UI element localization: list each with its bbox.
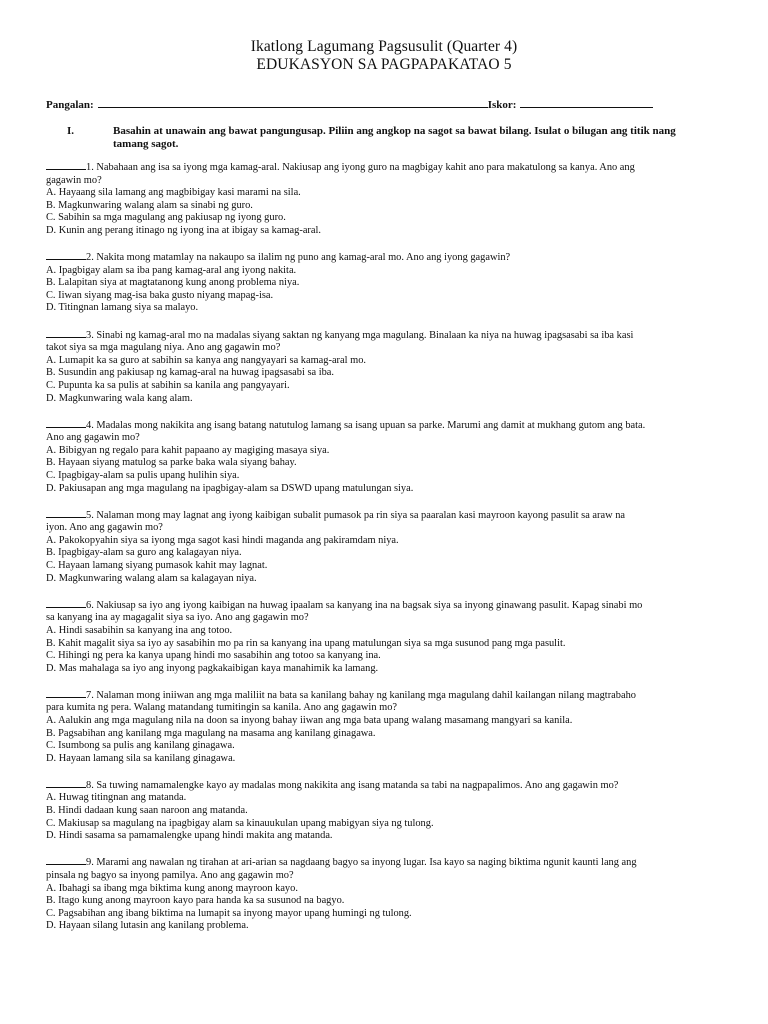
question-6 bbox=[46, 598, 722, 676]
option-a[interactable]: A. Aalukin ang mga magulang nila na doon sa inyong bahay iiwan ang mga bata upang walang masamang mangyari sa kanila. bbox=[46, 714, 573, 726]
answer-blank[interactable] bbox=[46, 160, 86, 170]
question-2 bbox=[46, 250, 722, 315]
option-a[interactable]: A. Ipagbigay alam sa iba pang kamag-aral ang iyong nakita. bbox=[46, 264, 297, 276]
option-a[interactable]: A. Hayaang sila lamang ang magbibigay kasi marami na sila. bbox=[46, 187, 301, 199]
option-d[interactable]: D. Magkunwaring wala kang alam. bbox=[46, 392, 193, 404]
question-3 bbox=[46, 328, 722, 406]
option-c[interactable]: C. Pagsabihan ang ibang biktima na lumapit sa inyong mayor upang humingi ng tulong. bbox=[46, 907, 412, 919]
exam-title bbox=[46, 38, 722, 74]
question-stem: 7. Nalaman mong iniiwan ang mga maliliit na bata sa kanilang bahay ng kanilang mga magulang dahil kailangan nilang magtrabaho para kumita ng pera. Walang matandang tumitingin sa kanila. Ano ang gagawin mo? bbox=[46, 689, 636, 714]
option-b[interactable]: B. Kahit magalit siya sa iyo ay sasabihin mo pa rin sa kanyang ina upang matulungan siya sa mga susunod pang mga pasulit. bbox=[46, 637, 566, 649]
question-stem: 8. Sa tuwing namamalengke kayo ay madalas mong nakikita ang isang matanda sa tabi na nagpapalimos. Ano ang gagawin mo? bbox=[86, 779, 619, 791]
answer-blank[interactable] bbox=[46, 688, 86, 698]
answer-blank[interactable] bbox=[46, 778, 86, 788]
question-stem: 9. Marami ang nawalan ng tirahan at ari-arian sa nagdaang bagyo sa inyong lugar. Isa kayo sa naging biktima ngunit kaunti lang ang pinsala ng bagyo sa inyong pamilya. Ano ang gagawin mo? bbox=[46, 857, 637, 881]
name-label: Pangalan: bbox=[46, 99, 94, 111]
question-stem: 1. Nabahaan ang isa sa iyong mga kamag-aral. Nakiusap ang iyong guro na magbigay kahit ano para makatulong sa kanya. Ano ang gagawin mo? bbox=[46, 162, 635, 186]
option-b[interactable]: B. Magkunwaring walang alam sa sinabi ng guro. bbox=[46, 199, 253, 211]
question-1 bbox=[46, 160, 722, 238]
question-list bbox=[46, 160, 722, 933]
question-stem: 6. Nakiusap sa iyo ang iyong kaibigan na huwag ipaalam sa kanyang ina na bagsak siya sa inyong ginawang pasulit. Kapag sinabi mo sa kanyang ina ay magagalit siya sa iyo. Ano ang gagawin mo? bbox=[46, 599, 643, 624]
answer-blank[interactable] bbox=[46, 508, 86, 518]
option-a[interactable]: A. Hindi sasabihin sa kanyang ina ang totoo. bbox=[46, 624, 233, 636]
option-c[interactable]: C. Ipagbigay-alam sa pulis upang hulihin siya. bbox=[46, 469, 240, 481]
option-d[interactable]: D. Mas mahalaga sa iyo ang inyong pagkakaibigan kaya manahimik ka lamang. bbox=[46, 662, 379, 674]
option-d[interactable]: D. Kunin ang perang itinago ng iyong ina at ibigay sa kamag-aral. bbox=[46, 224, 321, 236]
option-b[interactable]: B. Itago kung anong mayroon kayo para handa ka sa susunod na bagyo. bbox=[46, 895, 345, 907]
option-b[interactable]: B. Ipagbigay-alam sa guro ang kalagayan niya. bbox=[46, 547, 242, 559]
option-a[interactable]: A. Huwag titingnan ang matanda. bbox=[46, 792, 187, 804]
question-stem: 5. Nalaman mong may lagnat ang iyong kaibigan subalit pumasok pa rin siya sa paaralan kasi mayroon kayong pasulit sa araw na iyon. Ano ang gagawin mo? bbox=[46, 509, 626, 534]
option-c[interactable]: C. Sabihin sa mga magulang ang pakiusap ng iyong guro. bbox=[46, 212, 286, 224]
score-label: Iskor: bbox=[487, 99, 517, 111]
name-field[interactable] bbox=[98, 98, 488, 108]
title-line-1: Ikatlong Lagumang Pagsusulit (Quarter 4) bbox=[250, 38, 518, 55]
student-info-row bbox=[46, 98, 722, 111]
question-9 bbox=[46, 855, 722, 933]
option-c[interactable]: C. Hihingi ng pera ka kanya upang hindi mo sasabihin ang totoo sa kanyang ina. bbox=[46, 650, 381, 662]
answer-blank[interactable] bbox=[46, 328, 86, 338]
instruction-text: Basahin at unawain ang bawat pangungusap. Piliin ang angkop na sagot sa bawat bilang. Isulat o bilugan ang titik nang tamang sagot. bbox=[113, 125, 676, 150]
option-d[interactable]: D. Titingnan lamang siya sa malayo. bbox=[46, 302, 199, 314]
option-c[interactable]: C. Isumbong sa pulis ang kanilang ginagawa. bbox=[46, 740, 235, 752]
question-stem: 3. Sinabi ng kamag-aral mo na madalas siyang saktan ng kanyang mga magulang. Binalaan ka niya na huwag ipagsasabi sa iba kasi takot siya sa mga magulang niya. Ano ang gagawin mo? bbox=[46, 329, 634, 354]
option-c[interactable]: C. Iiwan siyang mag-isa baka gusto niyang mapag-isa. bbox=[46, 289, 274, 301]
option-d[interactable]: D. Hayaan lamang sila sa kanilang ginagawa. bbox=[46, 752, 236, 764]
answer-blank[interactable] bbox=[46, 598, 86, 608]
question-7 bbox=[46, 688, 722, 766]
answer-blank[interactable] bbox=[46, 855, 86, 865]
question-stem: 4. Madalas mong nakikita ang isang batang natutulog lamang sa isang upuan sa parke. Marumi ang damit at mukhang gutom ang bata. Ano ang gagawin mo? bbox=[46, 419, 646, 444]
option-c[interactable]: C. Pupunta ka sa pulis at sabihin sa kanila ang pangyayari. bbox=[46, 379, 290, 391]
option-d[interactable]: D. Pakiusapan ang mga magulang na ipagbigay-alam sa DSWD upang matulungan siya. bbox=[46, 482, 414, 494]
option-b[interactable]: B. Susundin ang pakiusap ng kamag-aral na huwag ipagsasabi sa iba. bbox=[46, 367, 334, 379]
option-a[interactable]: A. Lumapit ka sa guro at sabihin sa kanya ang nangyayari sa kamag-aral mo. bbox=[46, 354, 366, 366]
question-5 bbox=[46, 508, 722, 586]
title-line-2: EDUKASYON SA PAGPAPAKATAO 5 bbox=[256, 56, 512, 73]
option-a[interactable]: A. Pakokopyahin siya sa iyong mga sagot kasi hindi maganda ang pakiramdam niya. bbox=[46, 534, 399, 546]
answer-blank[interactable] bbox=[46, 418, 86, 428]
option-b[interactable]: B. Pagsabihan ang kanilang mga magulang na masama ang kanilang ginagawa. bbox=[46, 727, 376, 739]
question-stem: 2. Nakita mong matamlay na nakaupo sa ilalim ng puno ang kamag-aral mo. Ano ang iyong gagawin? bbox=[86, 252, 511, 264]
option-d[interactable]: D. Hindi sasama sa pamamalengke upang hindi makita ang matanda. bbox=[46, 830, 333, 842]
option-b[interactable]: B. Lalapitan siya at magtatanong kung anong problema niya. bbox=[46, 277, 300, 289]
option-c[interactable]: C. Hayaan lamang siyang pumasok kahit may lagnat. bbox=[46, 560, 268, 572]
option-d[interactable]: D. Hayaan silang lutasin ang kanilang problema. bbox=[46, 920, 249, 932]
instruction-block bbox=[46, 125, 722, 150]
question-8 bbox=[46, 778, 722, 843]
option-a[interactable]: A. Bibigyan ng regalo para kahit papaano ay magiging masaya siya. bbox=[46, 444, 330, 456]
option-b[interactable]: B. Hayaan siyang matulog sa parke baka wala siyang bahay. bbox=[46, 457, 297, 469]
section-number: I. bbox=[67, 125, 75, 137]
option-d[interactable]: D. Magkunwaring walang alam sa kalagayan niya. bbox=[46, 572, 257, 584]
option-a[interactable]: A. Ibahagi sa ibang mga biktima kung anong mayroon kayo. bbox=[46, 882, 298, 894]
score-field[interactable] bbox=[520, 98, 653, 108]
option-b[interactable]: B. Hindi dadaan kung saan naroon ang matanda. bbox=[46, 805, 248, 817]
question-4 bbox=[46, 418, 722, 496]
answer-blank[interactable] bbox=[46, 250, 86, 260]
option-c[interactable]: C. Makiusap sa magulang na ipagbigay alam sa kinauukulan upang mabigyan siya ng tulong. bbox=[46, 817, 434, 829]
